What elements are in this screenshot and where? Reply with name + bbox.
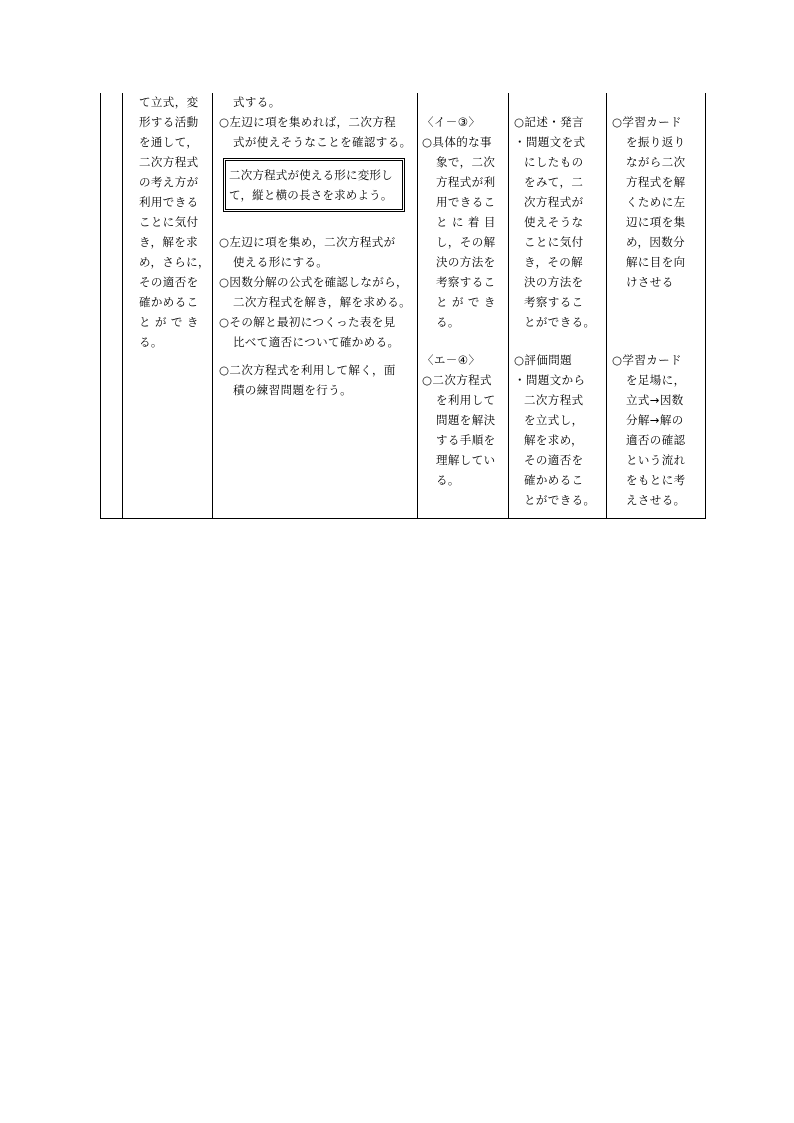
method-line: き，その解 <box>524 255 584 269</box>
criteria-line: る。 <box>436 315 460 329</box>
activity-line: 比べて適否について確かめる。 <box>233 335 400 349</box>
method-line: ・問題文から <box>514 373 586 387</box>
activity-column-top <box>219 92 412 152</box>
criteria-line: 理解してい <box>436 453 496 467</box>
activity-line: 式が使えそうなことを確認する。 <box>233 135 412 149</box>
aim-column <box>139 92 210 352</box>
method-line: 決の方法を <box>524 275 584 289</box>
activity-line: ○その解と最初につくった表を見 <box>219 315 396 329</box>
activity-line: ○二次方程式を利用して解く，面 <box>219 363 396 377</box>
activity-column-mid <box>219 232 411 400</box>
aim-line: 利用できる <box>139 195 199 209</box>
support-line: を足場に， <box>626 373 686 387</box>
criteria-block-1 <box>422 112 496 332</box>
support-line: ○学習カード <box>612 353 682 367</box>
aim-line: き，解を求 <box>139 235 199 249</box>
aim-line: その適否を <box>139 275 199 289</box>
support-block-1 <box>612 112 686 292</box>
activity-line: 二次方程式を解き，解を求める。 <box>233 295 412 309</box>
criteria-line: し，その解 <box>436 235 496 249</box>
support-line: ○学習カード <box>612 115 682 129</box>
table-border-left <box>100 93 101 519</box>
criteria-line: 〈イ－③〉 <box>422 115 481 129</box>
method-block-1 <box>514 112 595 332</box>
task-box <box>223 158 405 212</box>
aim-line: の考え方が <box>139 175 199 189</box>
support-line: くために左 <box>626 195 686 209</box>
method-line: 解を求め， <box>524 433 584 447</box>
criteria-line: 問題を解決 <box>436 413 496 427</box>
support-line: えさせる。 <box>626 493 686 507</box>
method-line: ・問題文を式 <box>514 135 586 149</box>
table-border-col5 <box>606 93 607 519</box>
support-line: 解に目を向 <box>626 255 686 269</box>
aim-line: を通して， <box>139 135 199 149</box>
activity-line: ○左辺に項を集め，二次方程式が <box>219 235 396 249</box>
support-line: 立式→因数 <box>626 393 684 407</box>
activity-line: 式する。 <box>233 95 281 109</box>
method-line: 使えそうな <box>524 215 584 229</box>
support-line: 辺に項を集 <box>626 215 686 229</box>
aim-line: と が で き <box>139 315 199 329</box>
support-block-2 <box>612 350 686 510</box>
criteria-line: と が で き <box>436 295 496 309</box>
method-line: 二次方程式 <box>524 393 584 407</box>
support-line: という流れ <box>626 453 686 467</box>
method-line: 次方程式が <box>524 195 584 209</box>
criteria-line: る。 <box>436 473 460 487</box>
aim-line: め，さらに， <box>139 255 210 269</box>
support-line: ながら二次 <box>626 155 686 169</box>
task-box-line: て，縦と横の長さを求めよう。 <box>229 188 393 202</box>
aim-line: ことに気付 <box>139 215 199 229</box>
criteria-line: 方程式が利 <box>436 175 496 189</box>
support-line: 適否の確認 <box>626 433 686 447</box>
method-line: ○評価問題 <box>514 353 573 367</box>
support-line: けさせる <box>626 275 674 289</box>
activity-line: 積の練習問題を行う。 <box>233 383 352 397</box>
table-border-col4 <box>508 93 509 519</box>
support-line: を振り返り <box>626 135 686 149</box>
criteria-line: 決の方法を <box>436 255 496 269</box>
aim-line: て立式，変 <box>139 95 199 109</box>
table-border-col2 <box>212 93 213 519</box>
table-border-col1 <box>122 93 123 519</box>
aim-line: る。 <box>139 335 163 349</box>
method-line: 考察するこ <box>524 295 584 309</box>
criteria-line: と に 着 目 <box>436 215 496 229</box>
task-box-line: 二次方程式が使える形に変形し <box>229 168 393 182</box>
criteria-line: 象で，二次 <box>436 155 496 169</box>
activity-line: ○因数分解の公式を確認しながら， <box>219 275 408 289</box>
criteria-line: 用できるこ <box>436 195 496 209</box>
criteria-block-2 <box>422 350 496 490</box>
aim-line: 二次方程式 <box>139 155 199 169</box>
method-line: ○記述・発言 <box>514 115 584 129</box>
support-line: 分解→解の <box>626 413 684 427</box>
method-line: その適否を <box>524 453 584 467</box>
aim-line: 確かめるこ <box>139 295 199 309</box>
aim-line: 形する活動 <box>139 115 199 129</box>
activity-line: 使える形にする。 <box>233 255 329 269</box>
method-line: とができる。 <box>524 315 596 329</box>
method-line: とができる。 <box>524 493 596 507</box>
support-line: をもとに考 <box>626 473 686 487</box>
table-border-bottom <box>100 518 706 519</box>
table-border-right <box>705 93 706 519</box>
method-line: をみて，二 <box>524 175 584 189</box>
method-block-2 <box>514 350 595 510</box>
activity-line: ○左辺に項を集めれば，二次方程 <box>219 115 397 129</box>
criteria-line: する手順を <box>436 433 496 447</box>
table-border-col3 <box>417 93 418 519</box>
criteria-line: ○具体的な事 <box>422 135 492 149</box>
method-line: にしたもの <box>524 155 584 169</box>
method-line: 確かめるこ <box>524 473 584 487</box>
criteria-line: ○二次方程式 <box>422 373 492 387</box>
method-line: を立式し， <box>524 413 584 427</box>
support-line: 方程式を解 <box>626 175 686 189</box>
criteria-line: 〈エ－④〉 <box>422 353 481 367</box>
criteria-line: を利用して <box>436 393 496 407</box>
method-line: ことに気付 <box>524 235 584 249</box>
support-line: め，因数分 <box>626 235 686 249</box>
criteria-line: 考察するこ <box>436 275 496 289</box>
